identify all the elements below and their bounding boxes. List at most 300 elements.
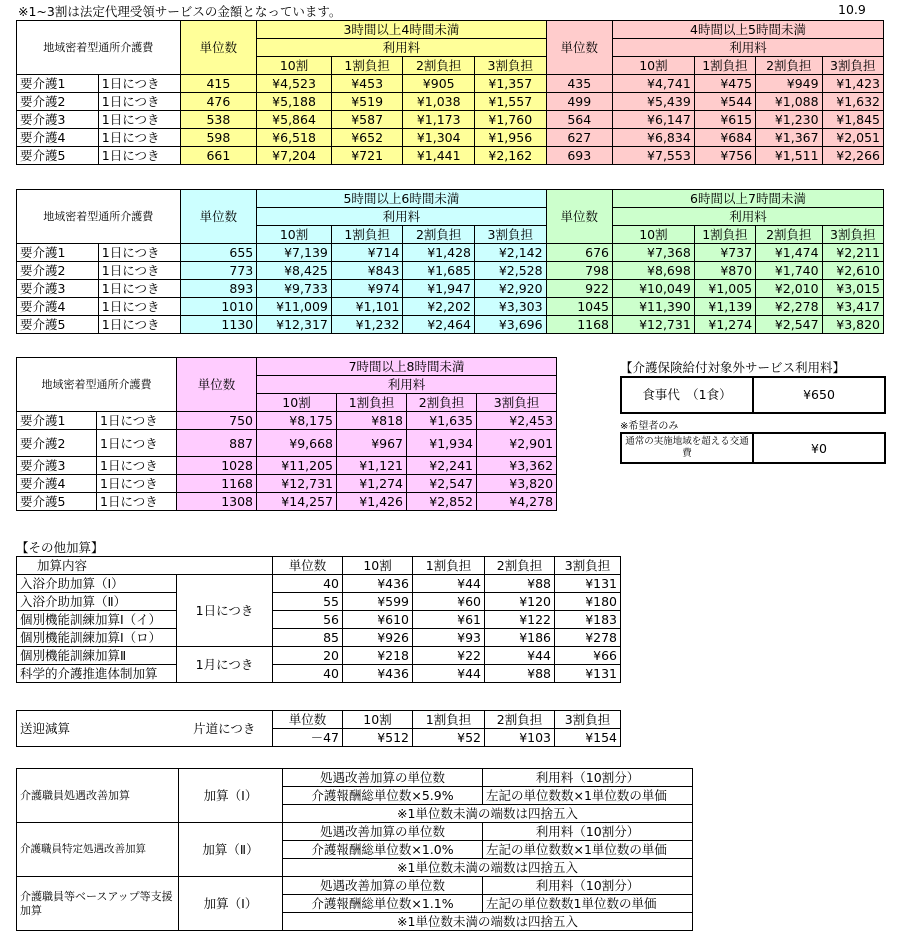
units-cell: 661 — [180, 147, 257, 165]
fee-cell: ¥1,101 — [331, 298, 403, 316]
fee-cell: ¥544 — [694, 93, 755, 111]
fee-cell: ¥10,049 — [613, 280, 695, 298]
fee-cell: ¥11,009 — [257, 298, 332, 316]
units-header: 単位数 — [546, 21, 612, 75]
improvement-name: 介護職員等ベースアップ等支援加算 — [17, 877, 179, 931]
fee-cell: ¥1,441 — [403, 147, 475, 165]
fee-cell: ¥2,278 — [756, 298, 822, 316]
table-row — [17, 493, 557, 511]
fee-cell: ¥1,230 — [756, 111, 822, 129]
units-cell: 693 — [546, 147, 612, 165]
fee-cell: ¥2,610 — [822, 262, 883, 280]
fee-cell: ¥3,820 — [822, 316, 883, 334]
fee-cell: ¥1,173 — [403, 111, 475, 129]
meal-label: 食事代 （1食） — [621, 377, 753, 413]
col-pay1: 1割負担 — [413, 711, 485, 729]
fee-cell: ¥218 — [343, 647, 413, 665]
fee-cell: ¥103 — [485, 729, 555, 747]
fee-cell: ¥93 — [413, 629, 485, 647]
table-row — [17, 457, 557, 475]
col-pay1: 1割負担 — [331, 57, 403, 75]
units-header: 単位数 — [180, 21, 257, 75]
units-cell: 1028 — [177, 457, 257, 475]
fee-cell: ¥1,474 — [756, 244, 822, 262]
fee-cell: ¥1,632 — [822, 93, 883, 111]
col-full: 10割 — [343, 557, 413, 575]
per-day: 1日につき — [98, 280, 180, 298]
col-pay2: 2割負担 — [403, 226, 475, 244]
care-level: 要介護4 — [17, 129, 99, 147]
addition-name: 個別機能訓練加算Ⅰ（ロ） — [17, 629, 177, 647]
fee-cell: ¥88 — [485, 665, 555, 683]
fee-cell: ¥721 — [331, 147, 403, 165]
fee-cell: ¥519 — [331, 93, 403, 111]
table-row — [17, 244, 884, 262]
per-day: 1日につき — [97, 493, 177, 511]
col-pay1: 1割負担 — [694, 57, 755, 75]
fee-cell: ¥1,511 — [756, 147, 822, 165]
col-full: 10割 — [613, 226, 695, 244]
care-level: 要介護1 — [17, 412, 97, 430]
fee-cell: ¥1,274 — [337, 475, 407, 493]
units-cell: 598 — [180, 129, 257, 147]
improvement-fee: 左記の単位数数×1単位数の単価 — [483, 841, 693, 859]
fee-cell: ¥278 — [555, 629, 621, 647]
fee-cell: ¥2,920 — [474, 280, 546, 298]
fee-table-3to5h — [16, 20, 884, 165]
fee-cell: ¥6,834 — [613, 129, 695, 147]
table-row — [17, 262, 884, 280]
units-cell: 1168 — [546, 316, 612, 334]
table-row — [17, 298, 884, 316]
fee-cell: ¥610 — [343, 611, 413, 629]
col-full: 10割 — [613, 57, 695, 75]
col-pay2: 2割負担 — [407, 394, 477, 412]
fee-cell: ¥4,741 — [613, 75, 695, 93]
fee-cell: ¥870 — [694, 262, 755, 280]
units-cell: 627 — [546, 129, 612, 147]
units-cell: 750 — [177, 412, 257, 430]
fee-header: 利用料 — [257, 39, 546, 57]
fee-cell: ¥1,845 — [822, 111, 883, 129]
transport-value: ¥0 — [753, 433, 885, 463]
per-day: 1日につき — [98, 244, 180, 262]
units-cell: 1308 — [177, 493, 257, 511]
table-row — [17, 316, 884, 334]
units-cell: 1168 — [177, 475, 257, 493]
fee-table-5to7h — [16, 189, 884, 334]
fee-cell: ¥7,368 — [613, 244, 695, 262]
other-additions-title: 【その他加算】 — [16, 540, 104, 555]
fee-cell: ¥1,304 — [403, 129, 475, 147]
improvement-name: 介護職員処遇改善加算 — [17, 769, 179, 823]
units-cell: 773 — [180, 262, 257, 280]
units-cell: 476 — [180, 93, 257, 111]
col-full: 10割 — [257, 394, 337, 412]
fee-cell: ¥2,852 — [407, 493, 477, 511]
units-cell: 655 — [180, 244, 257, 262]
col-pay3: 3割負担 — [474, 226, 546, 244]
fee-cell: ¥1,635 — [407, 412, 477, 430]
col-pay3: 3割負担 — [555, 557, 621, 575]
table-row — [17, 575, 621, 593]
meal-note: ※希望者のみ — [620, 421, 679, 432]
fee-cell: ¥843 — [331, 262, 403, 280]
table-row — [17, 129, 884, 147]
fee-cell: ¥154 — [555, 729, 621, 747]
rounding-note: ※1単位数未満の端数は四捨五入 — [283, 913, 693, 931]
col-pay3: 3割負担 — [477, 394, 557, 412]
table-row — [17, 430, 557, 457]
fee-cell: ¥6,518 — [257, 129, 332, 147]
care-level: 要介護5 — [17, 493, 97, 511]
fee-cell: ¥684 — [694, 129, 755, 147]
col-pay2: 2割負担 — [485, 557, 555, 575]
care-level: 要介護3 — [17, 457, 97, 475]
col-full: 10割 — [343, 711, 413, 729]
fee-table-7to8h — [16, 357, 557, 511]
units-cell: 40 — [273, 665, 343, 683]
per-day: 1日につき — [97, 412, 177, 430]
fee-cell: ¥2,162 — [474, 147, 546, 165]
col-item: 加算内容 — [17, 557, 273, 575]
fee-cell: ¥131 — [555, 665, 621, 683]
improvement-units: 介護報酬総単位数×1.0% — [283, 841, 483, 859]
care-level: 要介護2 — [17, 93, 99, 111]
fee-cell: ¥3,417 — [822, 298, 883, 316]
care-level: 要介護2 — [17, 430, 97, 457]
fee-cell: ¥3,820 — [477, 475, 557, 493]
duration-header: 7時間以上8時間未満 — [257, 358, 557, 376]
duration-header: 3時間以上4時間未満 — [257, 21, 546, 39]
fee-cell: ¥22 — [413, 647, 485, 665]
col-pay1: 1割負担 — [337, 394, 407, 412]
fee-cell: ¥1,274 — [694, 316, 755, 334]
fee-cell: ¥1,038 — [403, 93, 475, 111]
units-cell: 893 — [180, 280, 257, 298]
per-day: 1日につき — [98, 298, 180, 316]
care-level: 要介護3 — [17, 280, 99, 298]
fee-cell: ¥7,204 — [257, 147, 332, 165]
col-improvement-fee: 利用料（10割分） — [483, 823, 693, 841]
rounding-note: ※1単位数未満の端数は四捨五入 — [283, 805, 693, 823]
col-improvement-fee: 利用料（10割分） — [483, 769, 693, 787]
fee-cell: ¥3,696 — [474, 316, 546, 334]
fee-cell: ¥1,428 — [403, 244, 475, 262]
fee-cell: ¥2,142 — [474, 244, 546, 262]
units-cell: 564 — [546, 111, 612, 129]
fee-cell: ¥14,257 — [257, 493, 337, 511]
fee-cell: ¥1,740 — [756, 262, 822, 280]
units-cell: 415 — [180, 75, 257, 93]
fee-cell: ¥6,147 — [613, 111, 695, 129]
deduction-label: 送迎減算 — [17, 711, 177, 747]
table-row — [17, 111, 884, 129]
fee-cell: ¥11,390 — [613, 298, 695, 316]
fee-cell: ¥2,202 — [403, 298, 475, 316]
units-cell: 55 — [273, 593, 343, 611]
table-row — [17, 593, 621, 611]
fee-cell: ¥44 — [413, 575, 485, 593]
units-cell: 85 — [273, 629, 343, 647]
improvement-level: 加算（Ⅰ） — [179, 769, 283, 823]
units-cell: 1045 — [546, 298, 612, 316]
service-name-header: 地域密着型通所介護費 — [17, 21, 181, 75]
fee-cell: ¥949 — [756, 75, 822, 93]
fee-cell: ¥12,731 — [613, 316, 695, 334]
fee-cell: ¥5,188 — [257, 93, 332, 111]
fee-cell: ¥1,426 — [337, 493, 407, 511]
fee-cell: ¥7,553 — [613, 147, 695, 165]
fee-cell: ¥2,547 — [407, 475, 477, 493]
fee-cell: ¥2,464 — [403, 316, 475, 334]
fee-cell: ¥1,357 — [474, 75, 546, 93]
fee-cell: ¥967 — [337, 430, 407, 457]
fee-cell: ¥183 — [555, 611, 621, 629]
fee-cell: ¥120 — [485, 593, 555, 611]
table-row — [17, 647, 621, 665]
per-day: 1日につき — [98, 129, 180, 147]
care-level: 要介護4 — [17, 475, 97, 493]
table-row — [17, 629, 621, 647]
per-month: 1月につき — [177, 647, 273, 683]
fee-cell: ¥44 — [413, 665, 485, 683]
addition-name: 個別機能訓練加算Ⅰ（イ） — [17, 611, 177, 629]
fee-cell: ¥9,668 — [257, 430, 337, 457]
fee-cell: ¥12,731 — [257, 475, 337, 493]
fee-cell: ¥1,367 — [756, 129, 822, 147]
units-cell: 538 — [180, 111, 257, 129]
duration-header: 5時間以上6時間未満 — [257, 190, 546, 208]
per-day: 1日につき — [98, 316, 180, 334]
per-day: 1日につき — [97, 457, 177, 475]
fee-cell: ¥1,956 — [474, 129, 546, 147]
col-full: 10割 — [257, 226, 332, 244]
fee-cell: ¥599 — [343, 593, 413, 611]
units-cell: 1010 — [180, 298, 257, 316]
fee-cell: ¥12,317 — [257, 316, 332, 334]
fee-cell: ¥615 — [694, 111, 755, 129]
service-name-header: 地域密着型通所介護費 — [17, 190, 181, 244]
per-day: 1日につき — [98, 93, 180, 111]
meal-fee-table — [620, 376, 886, 414]
fee-cell: ¥61 — [413, 611, 485, 629]
transport-deduction-table — [16, 710, 621, 747]
fee-cell: ¥1,088 — [756, 93, 822, 111]
fee-cell: ¥818 — [337, 412, 407, 430]
legal-note: ※1~3割は法定代理受領サービスの金額となっています。 — [18, 4, 342, 19]
per-day: 1日につき — [98, 147, 180, 165]
fee-header: 利用料 — [613, 39, 884, 57]
col-units: 単位数 — [273, 557, 343, 575]
units-cell: 40 — [273, 575, 343, 593]
fee-cell: ¥5,439 — [613, 93, 695, 111]
improvement-units: 介護報酬総単位数×5.9% — [283, 787, 483, 805]
fee-cell: ¥131 — [555, 575, 621, 593]
fee-cell: ¥1,232 — [331, 316, 403, 334]
col-full: 10割 — [257, 57, 332, 75]
units-cell: 922 — [546, 280, 612, 298]
per-day: 1日につき — [97, 430, 177, 457]
col-pay2: 2割負担 — [403, 57, 475, 75]
improvement-units: 介護報酬総単位数×1.1% — [283, 895, 483, 913]
fee-cell: ¥66 — [555, 647, 621, 665]
col-improvement-units: 処遇改善加算の単位数 — [283, 823, 483, 841]
table-row — [17, 147, 884, 165]
units-cell: 435 — [546, 75, 612, 93]
col-improvement-units: 処遇改善加算の単位数 — [283, 877, 483, 895]
table-row — [17, 475, 557, 493]
per-day: 1日につき — [98, 75, 180, 93]
meal-value: ¥650 — [753, 377, 885, 413]
col-pay2: 2割負担 — [756, 226, 822, 244]
fee-cell: ¥475 — [694, 75, 755, 93]
fee-cell: ¥1,005 — [694, 280, 755, 298]
improvement-fee: 左記の単位数数1単位数の単価 — [483, 895, 693, 913]
table-row — [17, 665, 621, 683]
duration-header: 4時間以上5時間未満 — [613, 21, 884, 39]
fee-cell: ¥2,211 — [822, 244, 883, 262]
fee-cell: ¥737 — [694, 244, 755, 262]
fee-cell: ¥587 — [331, 111, 403, 129]
per-day: 1日につき — [177, 575, 273, 647]
col-pay3: 3割負担 — [822, 226, 883, 244]
fee-cell: ¥2,266 — [822, 147, 883, 165]
improvement-fee: 左記の単位数数×1単位数の単価 — [483, 787, 693, 805]
fee-cell: ¥3,015 — [822, 280, 883, 298]
units-cell: 20 — [273, 647, 343, 665]
fee-cell: ¥1,947 — [403, 280, 475, 298]
fee-cell: ¥2,528 — [474, 262, 546, 280]
fee-cell: ¥1,557 — [474, 93, 546, 111]
fee-cell: ¥652 — [331, 129, 403, 147]
addition-name: 個別機能訓練加算Ⅱ — [17, 647, 177, 665]
fee-cell: ¥3,303 — [474, 298, 546, 316]
care-level: 要介護5 — [17, 147, 99, 165]
col-pay2: 2割負担 — [485, 711, 555, 729]
fee-cell: ¥2,453 — [477, 412, 557, 430]
duration-header: 6時間以上7時間未満 — [613, 190, 884, 208]
fee-cell: ¥8,425 — [257, 262, 332, 280]
table-row — [17, 412, 557, 430]
fee-header: 利用料 — [613, 208, 884, 226]
fee-cell: ¥756 — [694, 147, 755, 165]
col-improvement-fee: 利用料（10割分） — [483, 877, 693, 895]
rounding-note: ※1単位数未満の端数は四捨五入 — [283, 859, 693, 877]
fee-cell: ¥186 — [485, 629, 555, 647]
fee-cell: ¥926 — [343, 629, 413, 647]
table-row — [17, 280, 884, 298]
care-level: 要介護4 — [17, 298, 99, 316]
fee-cell: ¥11,205 — [257, 457, 337, 475]
units-header: 単位数 — [177, 358, 257, 412]
improvement-level: 加算（Ⅱ） — [179, 823, 283, 877]
addition-name: 科学的介護推進体制加算 — [17, 665, 177, 683]
improvement-additions-table — [16, 768, 693, 931]
fee-cell: ¥512 — [343, 729, 413, 747]
fee-cell: ¥714 — [331, 244, 403, 262]
col-pay3: 3割負担 — [822, 57, 883, 75]
addition-name: 入浴介助加算（Ⅱ） — [17, 593, 177, 611]
fee-cell: ¥1,934 — [407, 430, 477, 457]
fee-cell: ¥44 — [485, 647, 555, 665]
units-cell: 56 — [273, 611, 343, 629]
fee-cell: ¥1,139 — [694, 298, 755, 316]
fee-cell: ¥60 — [413, 593, 485, 611]
transport-fee-table — [620, 432, 886, 464]
units-cell: －47 — [273, 729, 343, 747]
fee-cell: ¥4,278 — [477, 493, 557, 511]
fee-cell: ¥1,685 — [403, 262, 475, 280]
fee-cell: ¥453 — [331, 75, 403, 93]
improvement-name: 介護職員特定処遇改善加算 — [17, 823, 179, 877]
fee-cell: ¥436 — [343, 665, 413, 683]
table-row — [17, 75, 884, 93]
fee-cell: ¥2,547 — [756, 316, 822, 334]
fee-header: 利用料 — [257, 376, 557, 394]
fee-cell: ¥3,362 — [477, 457, 557, 475]
fee-cell: ¥88 — [485, 575, 555, 593]
outside-coverage-title: 【介護保険給付対象外サービス利用料】 — [620, 360, 846, 375]
improvement-level: 加算（Ⅰ） — [179, 877, 283, 931]
per-day: 1日につき — [98, 111, 180, 129]
fee-cell: ¥436 — [343, 575, 413, 593]
col-pay3: 3割負担 — [555, 711, 621, 729]
fee-cell: ¥52 — [413, 729, 485, 747]
units-cell: 1130 — [180, 316, 257, 334]
units-cell: 887 — [177, 430, 257, 457]
col-pay2: 2割負担 — [756, 57, 822, 75]
addition-name: 入浴介助加算（Ⅰ） — [17, 575, 177, 593]
units-header: 単位数 — [546, 190, 612, 244]
per-day: 1日につき — [98, 262, 180, 280]
col-pay1: 1割負担 — [331, 226, 403, 244]
fee-cell: ¥974 — [331, 280, 403, 298]
care-level: 要介護2 — [17, 262, 99, 280]
units-cell: 798 — [546, 262, 612, 280]
fee-cell: ¥180 — [555, 593, 621, 611]
fee-cell: ¥8,175 — [257, 412, 337, 430]
care-level: 要介護1 — [17, 244, 99, 262]
other-additions-table — [16, 556, 621, 683]
fee-cell: ¥8,698 — [613, 262, 695, 280]
units-header: 単位数 — [180, 190, 257, 244]
transport-label: 通常の実施地域を超える交通費 — [621, 433, 753, 463]
col-pay1: 1割負担 — [413, 557, 485, 575]
fee-cell: ¥7,139 — [257, 244, 332, 262]
fee-cell: ¥9,733 — [257, 280, 332, 298]
table-row — [17, 611, 621, 629]
col-improvement-units: 処遇改善加算の単位数 — [283, 769, 483, 787]
units-cell: 499 — [546, 93, 612, 111]
fee-cell: ¥2,051 — [822, 129, 883, 147]
col-pay3: 3割負担 — [474, 57, 546, 75]
fee-cell: ¥905 — [403, 75, 475, 93]
service-name-header: 地域密着型通所介護費 — [17, 358, 177, 412]
per-day: 1日につき — [97, 475, 177, 493]
fee-cell: ¥2,010 — [756, 280, 822, 298]
col-units: 単位数 — [273, 711, 343, 729]
care-level: 要介護3 — [17, 111, 99, 129]
fee-cell: ¥2,241 — [407, 457, 477, 475]
units-cell: 676 — [546, 244, 612, 262]
table-row — [17, 93, 884, 111]
care-level: 要介護1 — [17, 75, 99, 93]
fee-cell: ¥2,901 — [477, 430, 557, 457]
col-pay1: 1割負担 — [694, 226, 755, 244]
fee-header: 利用料 — [257, 208, 546, 226]
fee-cell: ¥1,760 — [474, 111, 546, 129]
